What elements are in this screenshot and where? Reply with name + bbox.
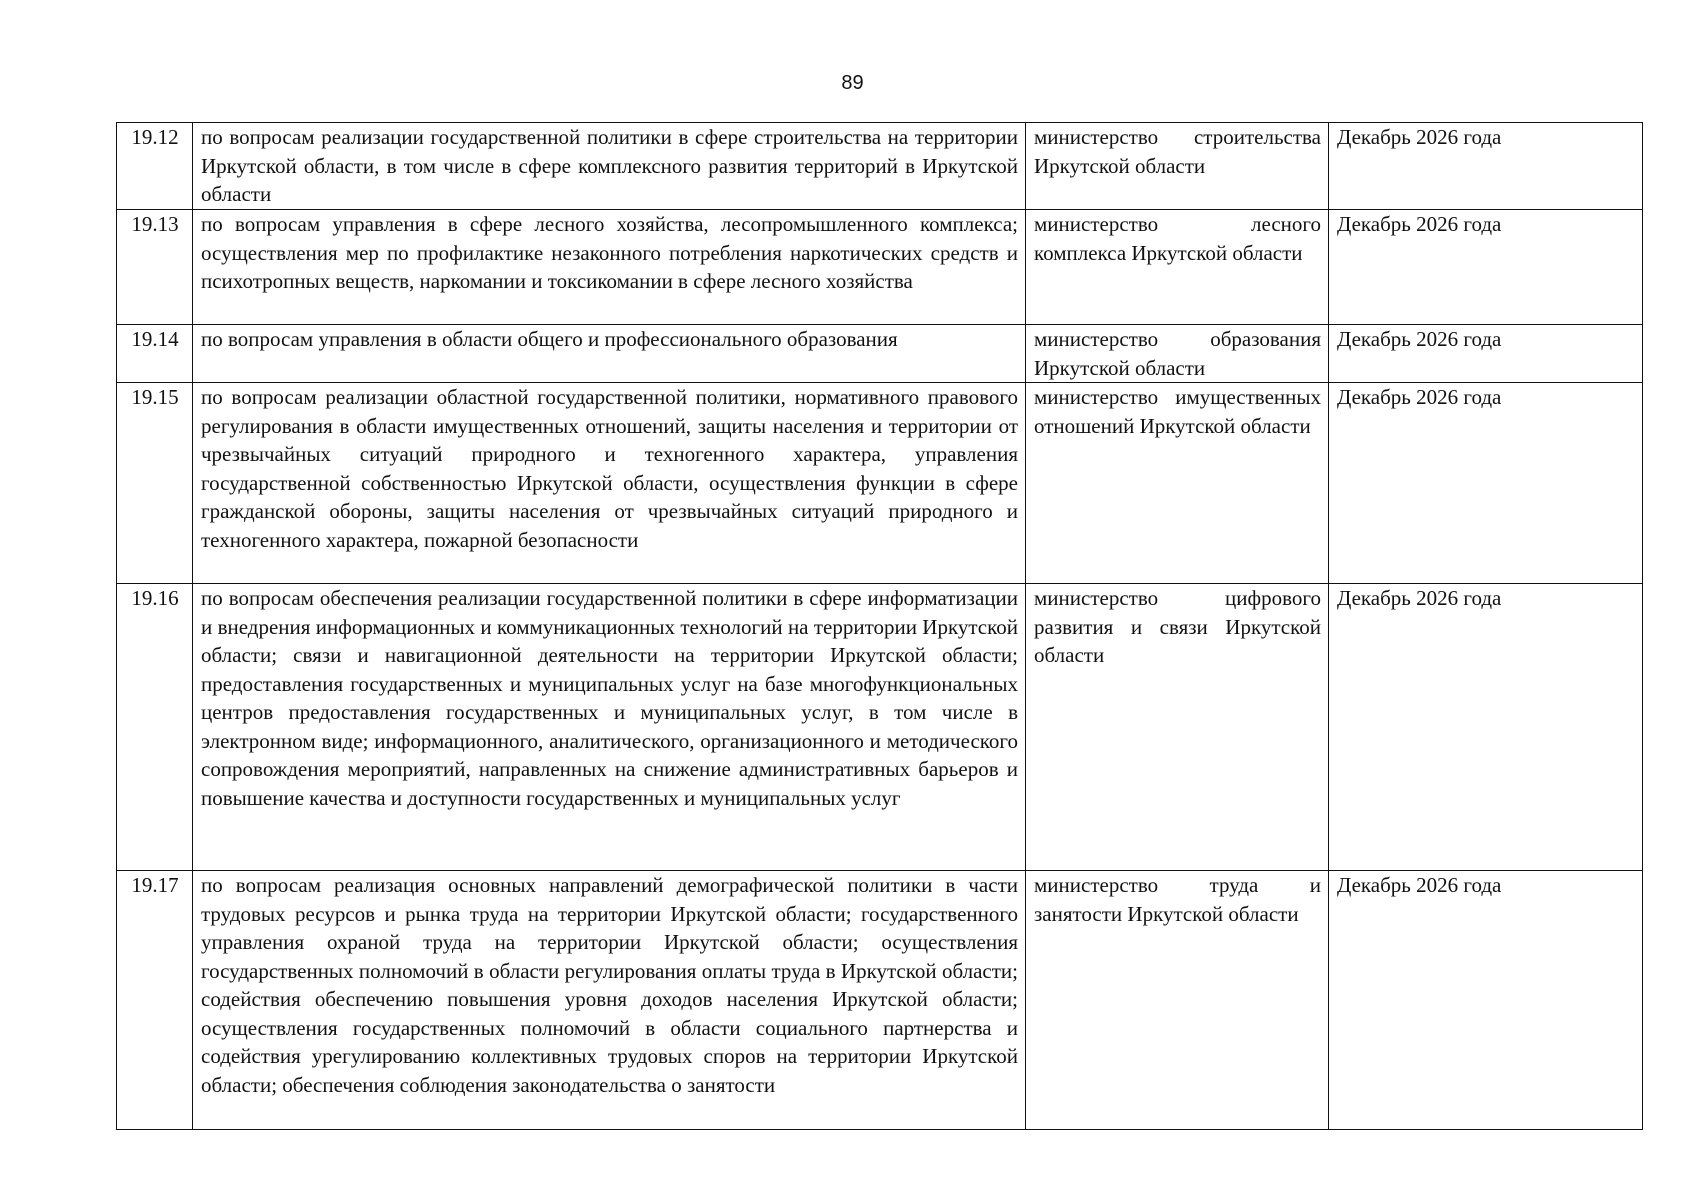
row-description: по вопросам управления в сфере лесного хозяйства, лесопромышленного комплекса; осуществления мер по профилактике незаконного потребления наркотических средств и психотропных веществ, наркомании и токсикомании в сфере лесного хозяйства — [193, 210, 1026, 325]
row-responsible: министерство труда и занятости Иркутской области — [1026, 871, 1329, 1130]
row-deadline: Декабрь 2026 года — [1329, 383, 1643, 584]
row-deadline: Декабрь 2026 года — [1329, 325, 1643, 383]
row-number: 19.12 — [117, 123, 193, 210]
plan-table — [116, 122, 1643, 1130]
row-description: по вопросам обеспечения реализации государственной политики в сфере информатизации и внедрения информационных и коммуникационных технологий на территории Иркутской области; связи и навигационной деятельности на территории Иркутской области; предоставления государственных и муниципальных услуг на базе многофункциональных центров предоставления государственных и муниципальных услуг, в том числе в электронном виде; информационного, аналитического, организационного и методического сопровождения мероприятий, направленных на снижение административных барьеров и повышение качества и доступности государственных и муниципальных услуг — [193, 584, 1026, 871]
row-description: по вопросам управления в области общего и профессионального образования — [193, 325, 1026, 383]
table-row — [117, 325, 1643, 383]
row-responsible: министерство имущественных отношений Иркутской области — [1026, 383, 1329, 584]
page-number: 89 — [841, 72, 864, 94]
row-number: 19.15 — [117, 383, 193, 584]
row-number: 19.16 — [117, 584, 193, 871]
table-row — [117, 123, 1643, 210]
row-description: по вопросам реализации областной государственной политики, нормативного правового регулирования в области имущественных отношений, защиты населения и территории от чрезвычайных ситуаций природного и техногенного характера, управления государственной собственностью Иркутской области, осуществления функции в сфере гражданской обороны, защиты населения от чрезвычайных ситуаций природного и техногенного характера, пожарной безопасности — [193, 383, 1026, 584]
row-deadline: Декабрь 2026 года — [1329, 210, 1643, 325]
row-description: по вопросам реализация основных направлений демографической политики в части трудовых ресурсов и рынка труда на территории Иркутской области; государственного управления охраной труда на территории Иркутской области; осуществления государственных полномочий в области регулирования оплаты труда в Иркутской области; содействия обеспечению повышения уровня доходов населения Иркутской области; осуществления государственных полномочий в области социального партнерства и содействия урегулированию коллективных трудовых споров на территории Иркутской области; обеспечения соблюдения законодательства о занятости — [193, 871, 1026, 1130]
row-number: 19.13 — [117, 210, 193, 325]
row-responsible: министерство строительства Иркутской области — [1026, 123, 1329, 210]
table-row — [117, 383, 1643, 584]
table-row — [117, 584, 1643, 871]
row-deadline: Декабрь 2026 года — [1329, 584, 1643, 871]
row-number: 19.14 — [117, 325, 193, 383]
row-responsible: министерство образования Иркутской области — [1026, 325, 1329, 383]
row-deadline: Декабрь 2026 года — [1329, 871, 1643, 1130]
row-description: по вопросам реализации государственной политики в сфере строительства на территории Иркутской области, в том числе в сфере комплексного развития территорий в Иркутской области — [193, 123, 1026, 210]
table-row — [117, 871, 1643, 1130]
row-number: 19.17 — [117, 871, 193, 1130]
row-responsible: министерство цифрового развития и связи Иркутской области — [1026, 584, 1329, 871]
table-row — [117, 210, 1643, 325]
row-responsible: министерство лесного комплекса Иркутской области — [1026, 210, 1329, 325]
row-deadline: Декабрь 2026 года — [1329, 123, 1643, 210]
